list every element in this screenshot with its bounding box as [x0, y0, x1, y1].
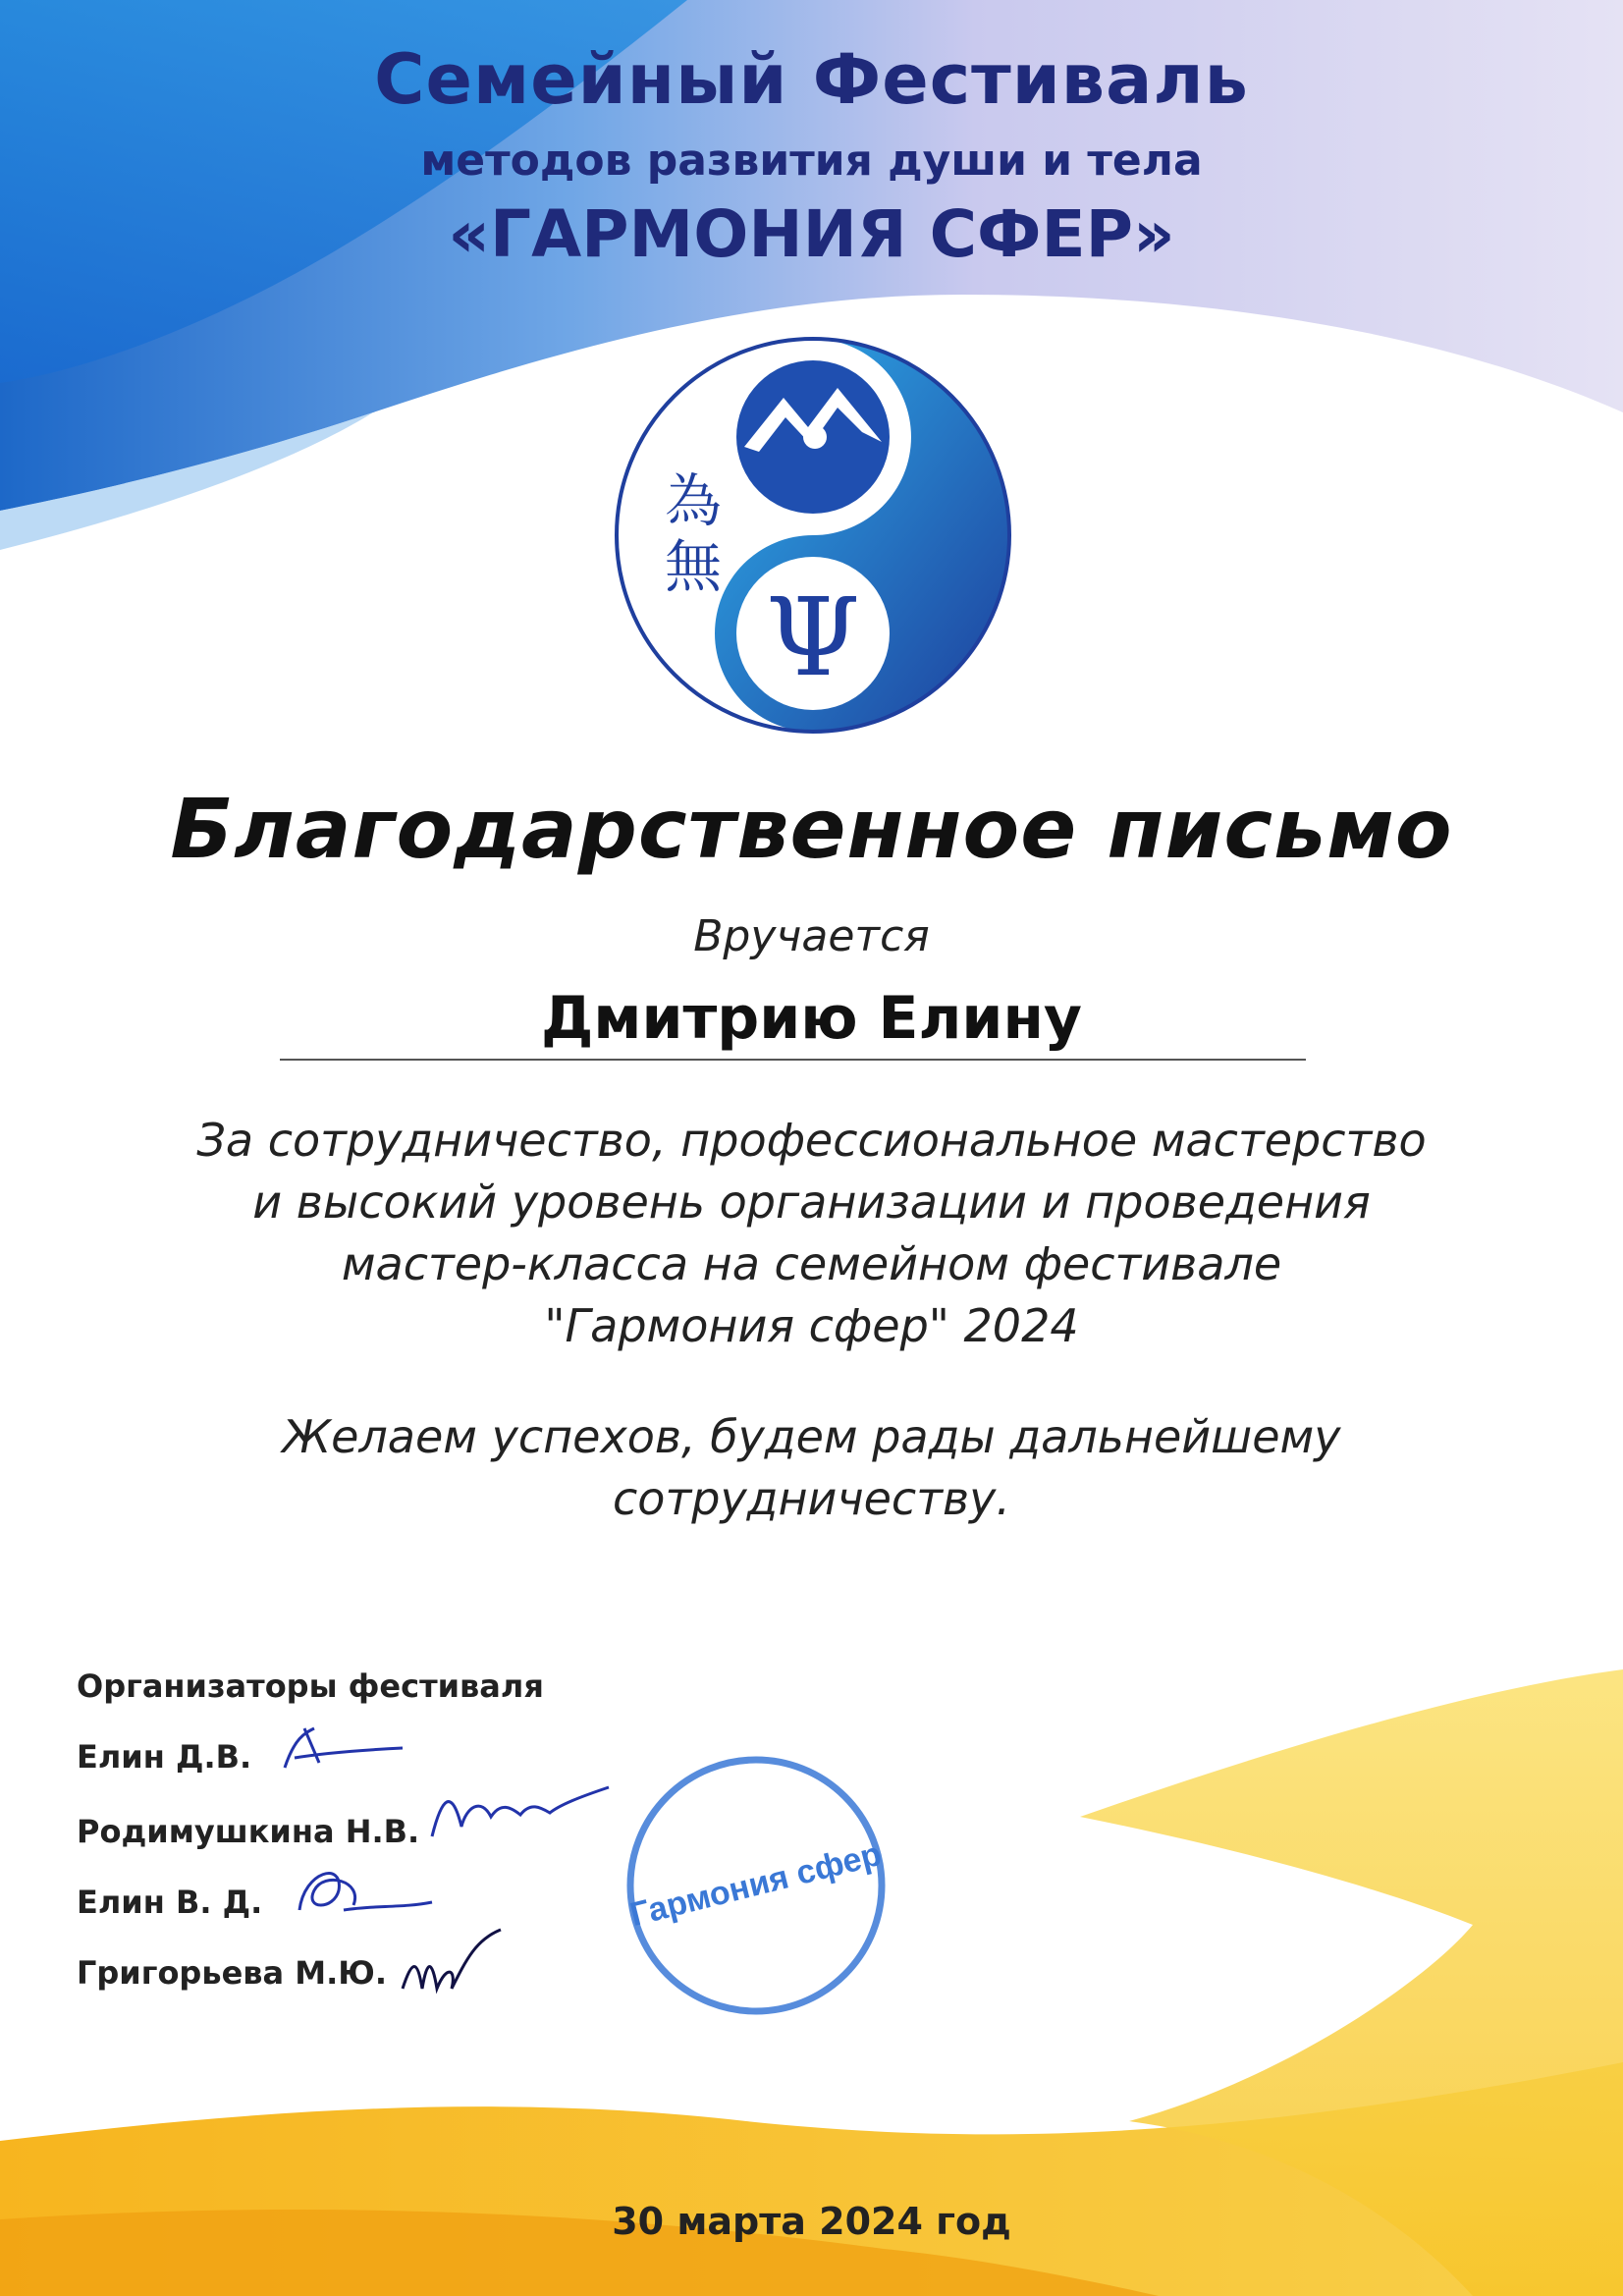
festival-name: «ГАРМОНИЯ СФЕР» [448, 196, 1175, 272]
document-title: Благодарственное письмо [170, 781, 1453, 877]
organizers-heading: Организаторы фестиваля [77, 1667, 544, 1705]
signature-4 [393, 1920, 511, 2008]
organizer-name: Елин В. Д. [77, 1884, 263, 1921]
yin-yang-mountains-psi-logo [607, 329, 1019, 741]
organizer-name: Григорьева М.Ю. [77, 1954, 387, 1992]
signature-3 [285, 1851, 442, 1930]
signature-2 [422, 1768, 619, 1856]
psi-glyph: Ψ [765, 574, 861, 700]
stamp-text: Гармония сфер [625, 1834, 886, 1935]
wish-line: Желаем успехов, будем рады дальнейшему [282, 1410, 1341, 1463]
signature-1 [265, 1719, 412, 1787]
reason-line: мастер-класса на семейном фестивале [341, 1237, 1282, 1290]
wish-line: сотрудничеству. [613, 1472, 1010, 1525]
round-stamp [619, 1748, 893, 2023]
awarded-label: Вручается [693, 911, 930, 961]
wish-text [147, 1406, 1476, 1530]
glyph-wei: 為 [664, 467, 723, 534]
reason-text [98, 1110, 1525, 1357]
organizer-name: Родимушкина Н.В. [77, 1813, 420, 1850]
recipient-name: Дмитрию Елину [540, 984, 1083, 1053]
organizer-name: Елин Д.В. [77, 1738, 252, 1776]
reason-line: За сотрудничество, профессиональное мастерство [196, 1114, 1427, 1167]
festival-title: Семейный Фестиваль [374, 39, 1249, 120]
glyph-wu: 無 [664, 533, 723, 600]
issue-date: 30 марта 2024 год [612, 2200, 1011, 2243]
recipient-underline [280, 1059, 1306, 1061]
reason-line: "Гармония сфер" 2024 [544, 1299, 1079, 1352]
festival-subtitle: методов развития души и тела [420, 136, 1203, 186]
reason-line: и высокий уровень организации и проведения [252, 1175, 1371, 1229]
